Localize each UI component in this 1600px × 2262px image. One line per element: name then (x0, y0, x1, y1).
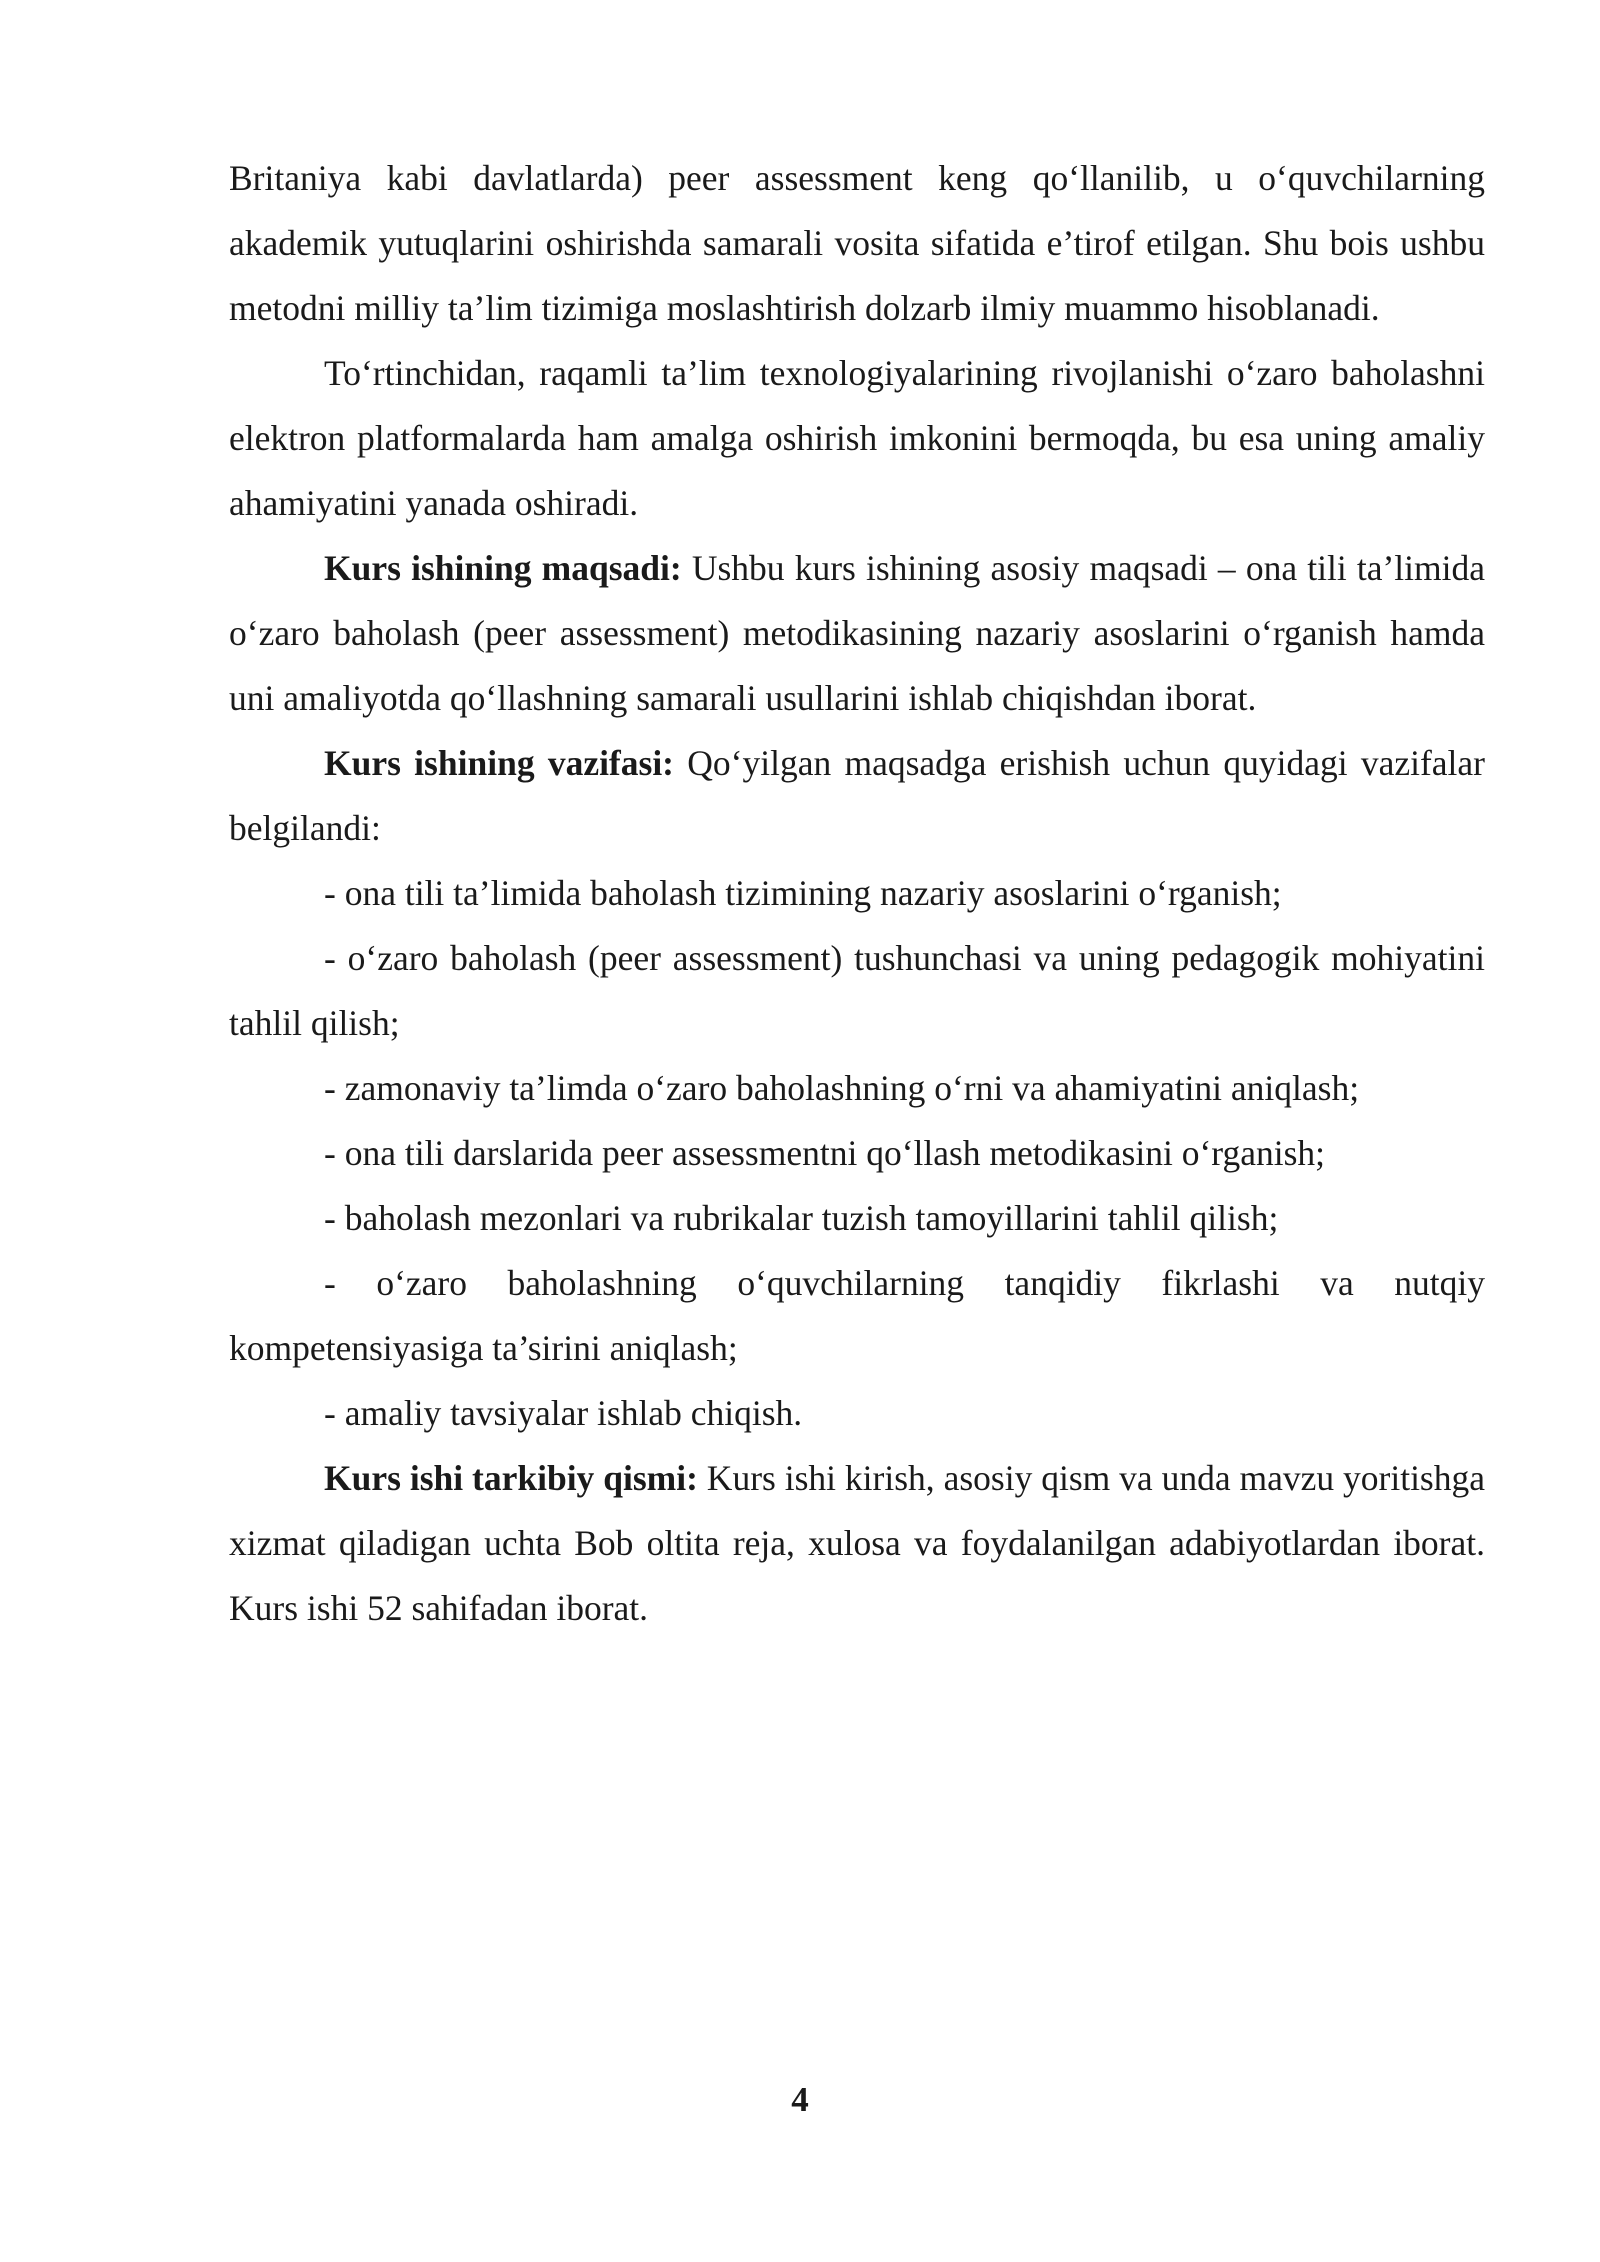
paragraph-heading: Kurs ishining maqsadi: (324, 548, 682, 588)
task-list-item (229, 861, 1485, 926)
task-list-item (229, 1056, 1485, 1121)
list-item-text: - baholash mezonlari va rubrikalar tuzish tamoyillarini tahlil qilish; (324, 1198, 1279, 1238)
paragraph-text: Qo‘yilgan maqsadga erishish uchun quyidagi vazifalar belgilandi: (229, 743, 1485, 848)
paragraph-heading: Kurs ishi tarkibiy qismi: (324, 1458, 698, 1498)
paragraph-text: Ushbu kurs ishining asosiy maqsadi – ona tili ta’limida o‘zaro baholash (peer assessment) metodikasining nazariy asoslarini o‘rganish hamda uni amaliyotda qo‘llashning samarali usullarini ishlab chiqishdan iborat. (229, 548, 1485, 718)
paragraph-text: Kurs ishi kirish, asosiy qism va unda mavzu yoritishga xizmat qiladigan uchta Bob oltita reja, xulosa va foydalanilgan adabiyotlardan iborat. Kurs ishi 52 sahifadan iborat. (229, 1458, 1486, 1628)
paragraph-goal (229, 536, 1485, 731)
task-list-item (229, 1381, 1485, 1446)
list-item-text: - o‘zaro baholash (peer assessment) tushunchasi va uning pedagogik mohiyatini tahlil qilish; (229, 938, 1485, 1043)
task-list-item (229, 1186, 1485, 1251)
task-list-item (229, 926, 1485, 1056)
page-body (229, 146, 1485, 1641)
paragraph-text: Britaniya kabi davlatlarda) peer assessment keng qo‘llanilib, u o‘quvchilarning akademik yutuqlarini oshirishda samarali vosita sifatida e’tirof etilgan. Shu bois ushbu metodni milliy ta’lim tizimiga moslashtirish dolzarb ilmiy muammo hisoblanadi. (229, 158, 1485, 328)
list-item-text: - zamonaviy ta’limda o‘zaro baholashning o‘rni va ahamiyatini aniqlash; (324, 1068, 1360, 1108)
list-item-text: - o‘zaro baholashning o‘quvchilarning tanqidiy fikrlashi va nutqiy kompetensiyasiga ta’sirini aniqlash; (229, 1263, 1485, 1368)
page-number: 4 (791, 2080, 809, 2119)
task-list-item (229, 1251, 1485, 1381)
paragraph-heading: Kurs ishining vazifasi: (324, 743, 675, 783)
paragraph-text: To‘rtinchidan, raqamli ta’lim texnologiyalarining rivojlanishi o‘zaro baholashni elektron platformalarda ham amalga oshirish imkonini bermoqda, bu esa uning amaliy ahamiyatini yanada oshiradi. (229, 353, 1485, 523)
list-item-text: - amaliy tavsiyalar ishlab chiqish. (324, 1393, 803, 1433)
paragraph-tasks (229, 731, 1485, 861)
list-item-text: - ona tili darslarida peer assessmentni qo‘llash metodikasini o‘rganish; (324, 1133, 1326, 1173)
paragraph-continuation (229, 146, 1485, 341)
list-item-text: - ona tili ta’limida baholash tizimining nazariy asoslarini o‘rganish; (324, 873, 1282, 913)
task-list-item (229, 1121, 1485, 1186)
paragraph-structure (229, 1446, 1485, 1641)
paragraph-fourthly (229, 341, 1485, 536)
